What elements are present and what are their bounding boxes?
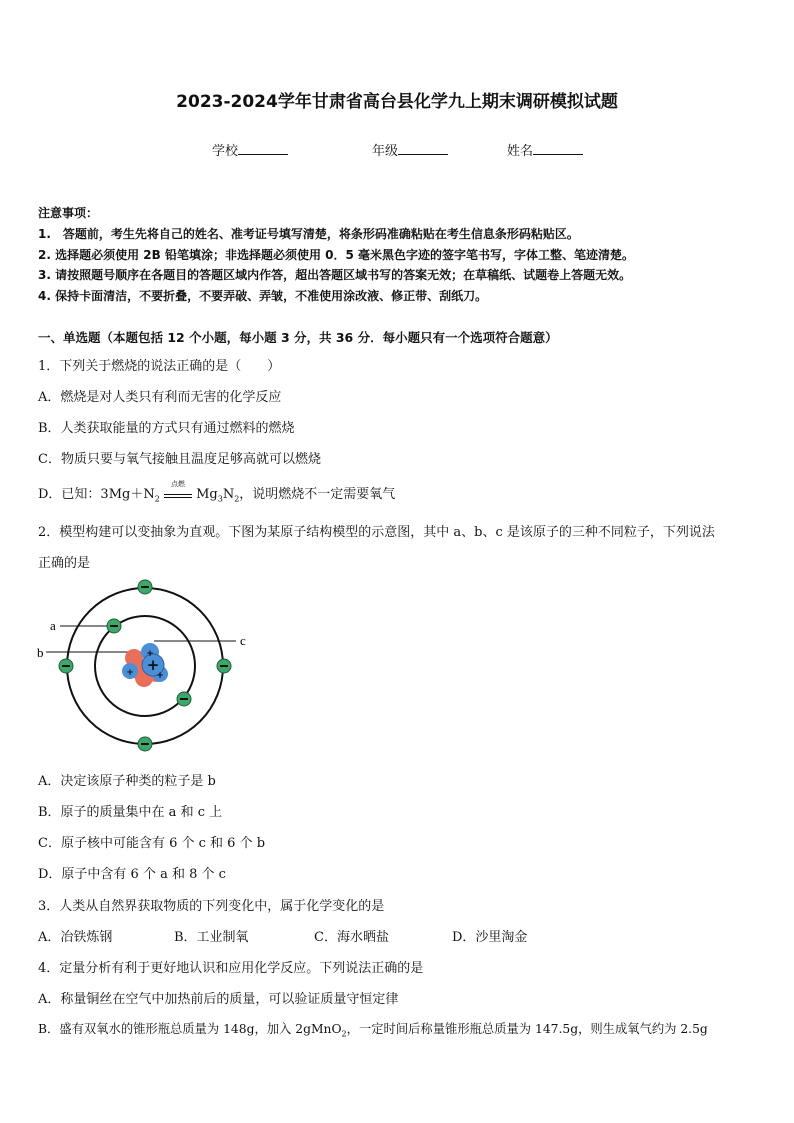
equation-left: D．已知：3Mg＋N <box>38 487 155 502</box>
question-1-option-a[interactable]: A．燃烧是对人类只有利而无害的化学反应 <box>38 390 282 405</box>
question-3-option-b[interactable]: B．工业制氧 <box>174 930 249 945</box>
question-2-option-c[interactable]: C．原子核中可能含有 6 个 c 和 6 个 b <box>38 836 266 851</box>
notes-item: 4. 保持卡面清洁，不要折叠，不要弄破、弄皱，不准使用涂改液、修正带、刮纸刀。 <box>38 289 488 303</box>
question-2-stem-line2: 正确的是 <box>38 556 91 571</box>
question-4-option-a[interactable]: A．称量铜丝在空气中加热前后的质量，可以验证质量守恒定律 <box>38 992 399 1007</box>
svg-text:+: + <box>156 671 164 681</box>
label-b: b <box>37 645 44 660</box>
subscript: 2 <box>341 1029 347 1039</box>
grade-field[interactable] <box>372 140 448 159</box>
label-c: c <box>240 633 246 648</box>
subscript: 2 <box>154 494 160 504</box>
name-field[interactable] <box>507 140 583 159</box>
school-label: 学校 <box>212 144 239 159</box>
subscript: 2 <box>234 494 240 504</box>
condition-label: 点燃 <box>170 480 185 488</box>
name-blank[interactable] <box>533 142 583 155</box>
question-2-option-a[interactable]: A．决定该原子种类的粒子是 b <box>38 774 216 789</box>
equation-product-n: N <box>222 487 235 502</box>
question-4-option-b[interactable] <box>38 1019 708 1038</box>
electron <box>138 737 152 751</box>
electron <box>138 580 152 594</box>
notes-item: 2. 选择题必须使用 2B 铅笔填涂；非选择题必须使用 0．5 毫米黑色字迹的签字笔书写，字体工整、笔迹清楚。 <box>38 248 634 262</box>
equation-suffix: ，说明燃烧不一定需要氧气 <box>239 487 396 502</box>
notes-item: 1. 答题前，考生先将自己的姓名、准考证号填写清楚，将条形码准确粘贴在考生信息条形码粘贴区。 <box>38 227 579 241</box>
question-2-stem-line1: 2．模型构建可以变抽象为直观。下图为某原子结构模型的示意图，其中 a、b、c 是该原子的三种不同粒子，下列说法 <box>38 525 715 540</box>
subscript: 3 <box>217 494 223 504</box>
equation-product: Mg <box>196 487 218 502</box>
name-label: 姓名 <box>507 144 534 159</box>
option-b-pre: B．盛有双氧水的锥形瓶总质量为 148g，加入 2gMnO <box>38 1022 342 1036</box>
electron <box>217 659 231 673</box>
question-1-option-d[interactable] <box>38 480 396 504</box>
atom-model-diagram <box>30 574 260 754</box>
nucleus <box>122 643 168 687</box>
school-field[interactable] <box>212 140 288 159</box>
svg-text:+: + <box>146 649 154 659</box>
electron <box>107 619 121 633</box>
question-1-option-b[interactable]: B．人类获取能量的方式只有通过燃料的燃烧 <box>38 421 295 436</box>
grade-blank[interactable] <box>398 142 448 155</box>
label-a: a <box>50 618 56 633</box>
svg-text:+: + <box>126 668 134 678</box>
school-blank[interactable] <box>238 142 288 155</box>
grade-label: 年级 <box>372 144 399 159</box>
question-3-option-c[interactable]: C．海水晒盐 <box>314 930 389 945</box>
option-b-post: ，一定时间后称量锥形瓶总质量为 147.5g，则生成氧气约为 2.5g <box>346 1022 708 1036</box>
reaction-condition-arrow <box>164 480 192 498</box>
notes-heading: 注意事项： <box>38 206 99 220</box>
electron <box>177 692 191 706</box>
question-3-stem: 3．人类从自然界获取物质的下列变化中，属于化学变化的是 <box>38 899 385 914</box>
question-2-option-b[interactable]: B．原子的质量集中在 a 和 c 上 <box>38 805 223 820</box>
notes-item: 3. 请按照题号顺序在各题目的答题区域内作答，超出答题区域书写的答案无效；在草稿纸、试题卷上答题无效。 <box>38 268 632 282</box>
section-heading: 一、单选题（本题包括 12 个小题，每小题 3 分，共 36 分．每小题只有一个选项符合题意） <box>38 330 558 345</box>
question-3-option-d[interactable]: D．沙里淘金 <box>452 930 528 945</box>
question-1-option-c[interactable]: C．物质只要与氧气接触且温度足够高就可以燃烧 <box>38 452 321 467</box>
document-title: 2023-2024学年甘肃省高台县化学九上期末调研模拟试题 <box>176 92 618 112</box>
question-2-option-d[interactable]: D．原子中含有 6 个 a 和 8 个 c <box>38 867 226 882</box>
svg-text:+: + <box>146 656 160 674</box>
question-1-stem: 1．下列关于燃烧的说法正确的是（ ） <box>38 359 281 374</box>
question-4-stem: 4．定量分析有利于更好地认识和应用化学反应。下列说法正确的是 <box>38 961 424 976</box>
question-3-option-a[interactable]: A．冶铁炼钢 <box>38 930 113 945</box>
electron <box>59 659 73 673</box>
